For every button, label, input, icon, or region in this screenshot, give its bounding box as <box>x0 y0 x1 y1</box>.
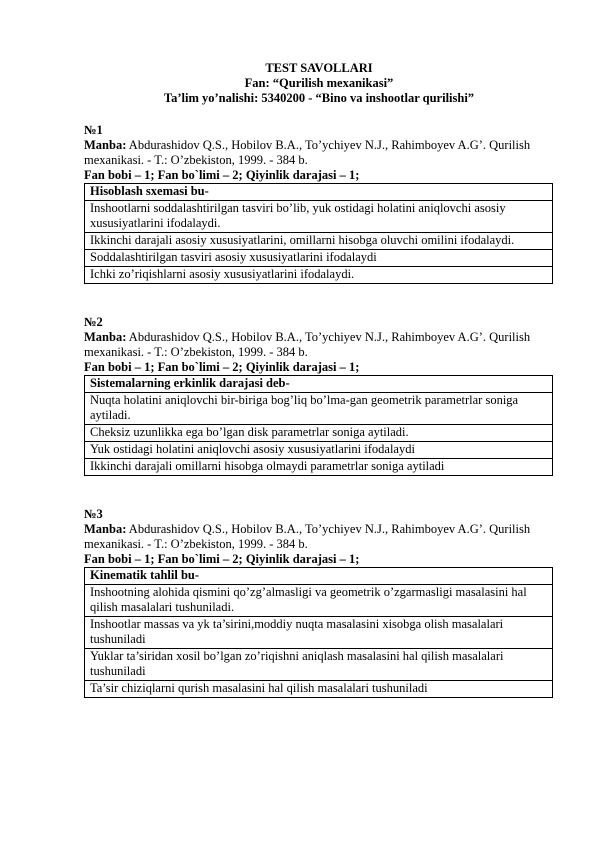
source-text: Abdurashidov Q.S., Hobilov B.A., To’ychiyev N.J., Rahimboyev A.G’. Qurilish mexanikasi. - T.: O’zbekiston, 1999. - 384 b. <box>84 138 531 167</box>
subject-line: Fan: “Qurilish mexanikasi” <box>244 76 394 90</box>
question-meta: Fan bobi – 1; Fan bo`limi – 2; Qiyinlik darajasi – 1; <box>84 552 360 566</box>
document-page <box>84 61 554 698</box>
source-text: Abdurashidov Q.S., Hobilov B.A., To’ychiyev N.J., Rahimboyev A.G’. Qurilish mexanikasi. - T.: O’zbekiston, 1999. - 384 b. <box>84 522 531 551</box>
spacer <box>84 476 554 490</box>
source-label: Manba: <box>84 138 127 152</box>
source-label: Manba: <box>84 522 127 536</box>
document-title: TEST SAVOLLARI <box>265 61 373 75</box>
question-stem: Hisoblash sxemasi bu- <box>85 184 553 201</box>
question-block-3 <box>84 507 554 698</box>
direction-line: Ta’lim yo’nalishi: 5340200 - “Bino va inshootlar qurilishi” <box>163 91 475 105</box>
answer-option[interactable]: Ichki zo’riqishlarni asosiy xususiyatlarini ifodalaydi. <box>85 267 553 284</box>
source-line <box>84 330 554 360</box>
answer-option[interactable]: Inshootlarni soddalashtirilgan tasviri bo’lib, yuk ostidagi holatini aniqlovchi asosiy xususiyatlarini ifodalaydi. <box>85 201 553 233</box>
source-text: Abdurashidov Q.S., Hobilov B.A., To’ychiyev N.J., Rahimboyev A.G’. Qurilish mexanikasi. - T.: O’zbekiston, 1999. - 384 b. <box>84 330 531 359</box>
answer-option[interactable]: Ikkinchi darajali omillarni hisobga olmaydi parametrlar soniga aytiladi <box>85 459 553 476</box>
answer-option[interactable]: Inshootning alohida qismini qo’zg’almasligi va geometrik o’zgarmasligi masalasini hal qilish masalalari tushuniladi. <box>85 585 553 617</box>
question-meta: Fan bobi – 1; Fan bo`limi – 2; Qiyinlik darajasi – 1; <box>84 168 360 182</box>
answer-option[interactable]: Yuk ostidagi holatini aniqlovchi asosiy xususiyatlarini ifodalaydi <box>85 442 553 459</box>
question-meta: Fan bobi – 1; Fan bo`limi – 2; Qiyinlik darajasi – 1; <box>84 360 360 374</box>
source-line <box>84 138 554 168</box>
answer-option[interactable]: Ikkinchi darajali asosiy xususiyatlarini, omillarni hisobga oluvchi omilini ifodalaydi. <box>85 233 553 250</box>
question-block-1 <box>84 123 554 284</box>
source-label: Manba: <box>84 330 127 344</box>
question-stem: Sistemalarning erkinlik darajasi deb- <box>85 376 553 393</box>
answer-option[interactable]: Inshootlar massas va yk ta’sirini,moddiy nuqta masalasini xisobga olish masalalari tushuniladi <box>85 617 553 649</box>
answer-table <box>84 183 553 284</box>
answer-table <box>84 375 553 476</box>
answer-option[interactable]: Soddalashtirilgan tasviri asosiy xususiyatlarini ifodalaydi <box>85 250 553 267</box>
question-number: №1 <box>84 123 103 137</box>
question-number: №3 <box>84 507 103 521</box>
question-number: №2 <box>84 315 103 329</box>
answer-option[interactable]: Nuqta holatini aniqlovchi bir-biriga bog’liq bo’lma-gan geometrik parametrlar soniga aytiladi. <box>85 393 553 425</box>
answer-option[interactable]: Ta’sir chiziqlarni qurish masalasini hal qilish masalalari tushuniladi <box>85 681 553 698</box>
spacer <box>84 284 554 298</box>
answer-option[interactable]: Yuklar ta’siridan xosil bo’lgan zo’riqishni aniqlash masalasini hal qilish masalalari tushuniladi <box>85 649 553 681</box>
source-line <box>84 522 554 552</box>
answer-table <box>84 567 553 698</box>
question-stem: Kinematik tahlil bu- <box>85 568 553 585</box>
question-block-2 <box>84 315 554 476</box>
answer-option[interactable]: Cheksiz uzunlikka ega bo’lgan disk parametrlar soniga aytiladi. <box>85 425 553 442</box>
